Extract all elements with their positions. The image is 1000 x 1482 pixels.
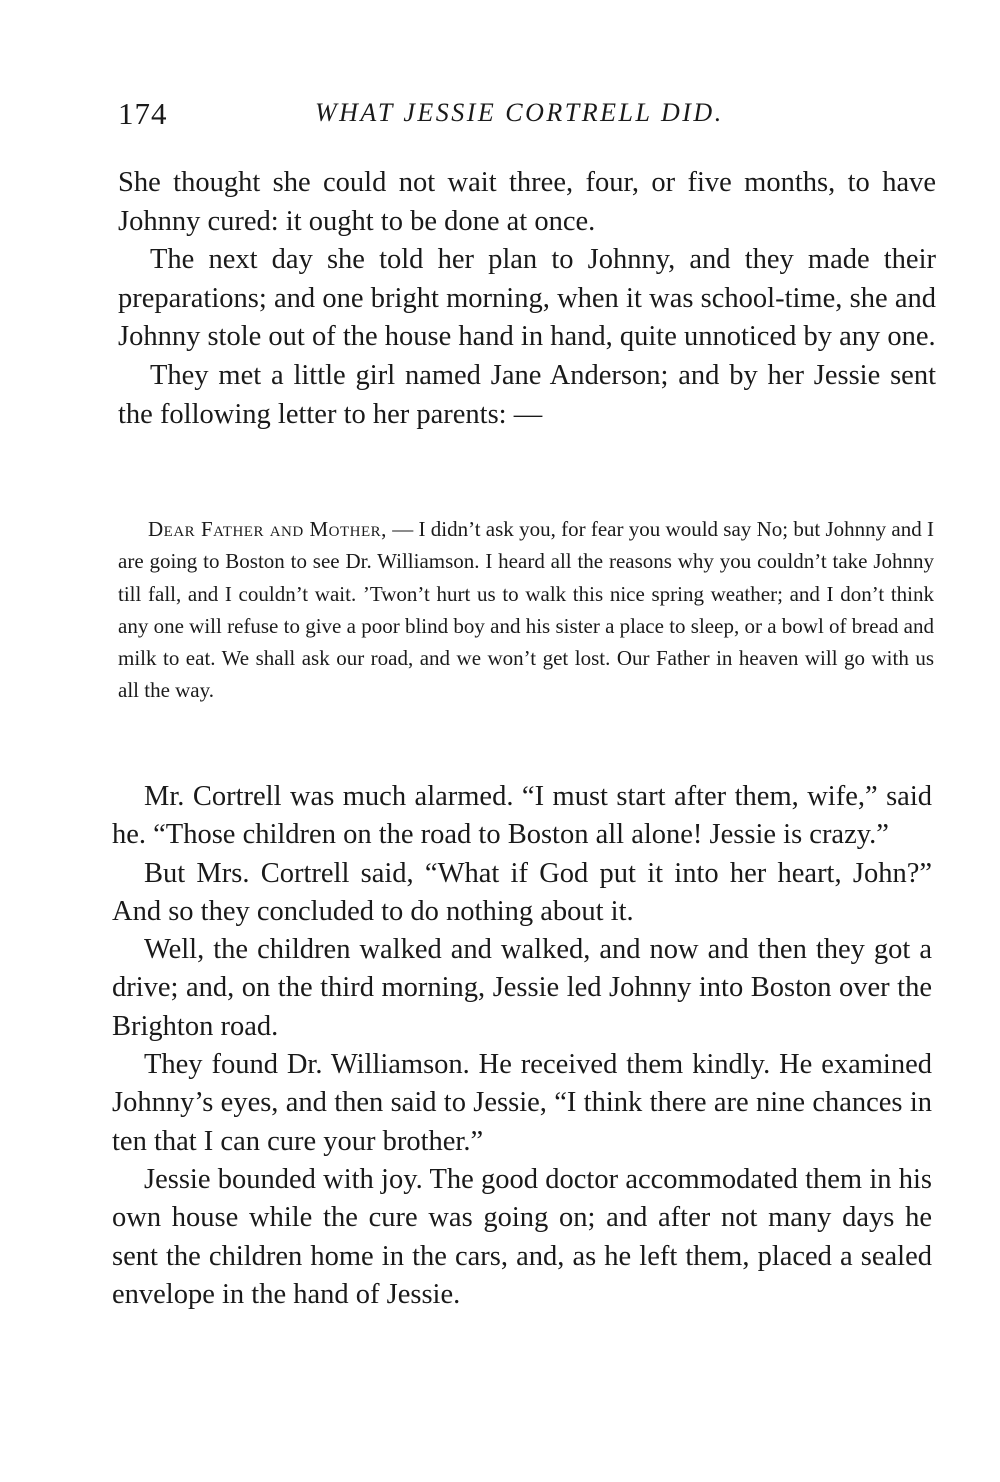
paragraph: But Mrs. Cortrell said, “What if God put it into her heart, John?” And so they concluded to do nothing about it. [112,857,932,927]
paragraph: They met a little girl named Jane Anderson; and by her Jessie sent the following letter to her parents: — [118,359,936,430]
body-text-bottom [112,778,932,1314]
running-title: WHAT JESSIE CORTRELL DID. [315,98,724,127]
paragraph: Jessie bounded with joy. The good doctor accommodated them in his own house while the cure was going on; and after not many days he sent the children home in the cars, and, as he left them, placed a sealed envelope in the hand of Jessie. [112,1163,932,1310]
paragraph: She thought she could not wait three, four, or five months, to have Johnny cured: it ought to be done at once. [118,167,936,237]
paragraph: Mr. Cortrell was much alarmed. “I must start after them, wife,” said he. “Those children on the road to Boston all alone! Jessie is crazy.” [112,781,932,851]
paragraph: The next day she told her plan to Johnny, and they made their preparations; and one bright morning, when it was school-time, she and Johnny stole out of the house hand in hand, quite unnoticed by any one. [118,244,936,353]
paragraph: Well, the children walked and walked, and now and then they got a drive; and, on the third morning, Jessie led Johnny into Boston over the Brighton road. [112,934,932,1042]
body-text-top [118,164,936,434]
paragraph: They found Dr. Williamson. He received them kindly. He examined Johnny’s eyes, and then said to Jessie, “I think there are nine chances in ten that I can cure your brother.” [112,1049,932,1157]
letter-block [118,513,934,707]
page-number: 174 [118,96,168,131]
letter-salutation: Dear Father and Mother, [148,517,387,541]
running-head [118,96,938,140]
letter-body: — I didn’t ask you, for fear you would say No; but Johnny and I are going to Boston to see Dr. Williamson. I heard all the reasons why you couldn’t take Johnny till fall, and I couldn’t wait. ’Twon’t hurt us to walk this nice spring weather; and I don’t think any one will refuse to give a poor blind boy and his sister a place to sleep, or a bowl of bread and milk to eat. We shall ask our road, and we won’t get lost. Our Father in heaven will go with us all the way. [118,517,934,703]
